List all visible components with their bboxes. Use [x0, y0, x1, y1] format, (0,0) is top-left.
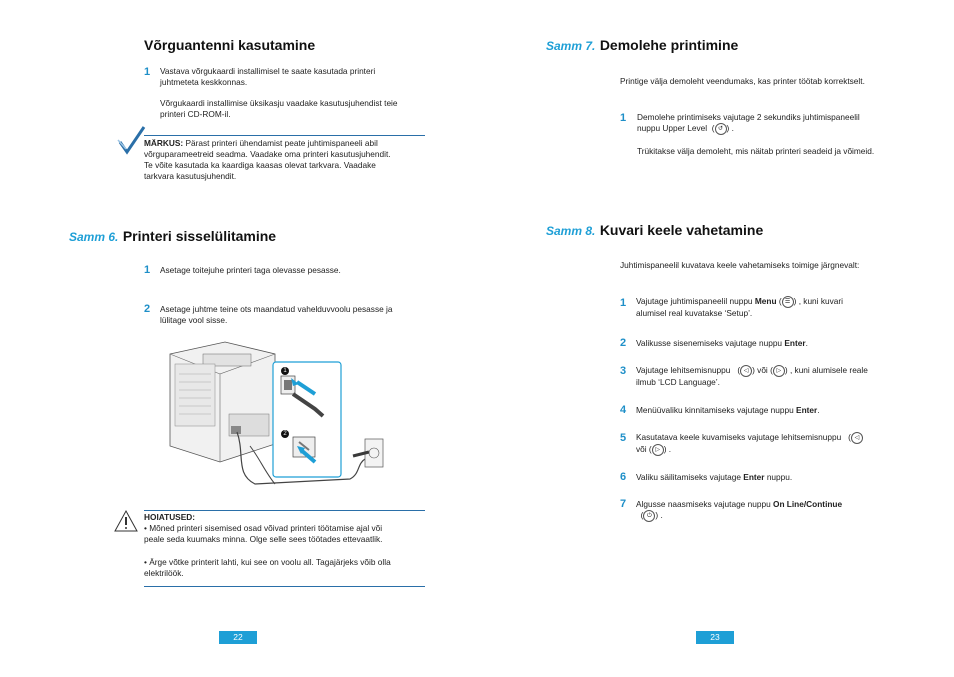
samm8-intro: Juhtimispaneelil kuvatava keele vahetamiseks toimige järgnevalt: — [620, 260, 860, 270]
note-block: MÄRKUS: Pärast printeri ühendamist peate juhtimispaneeli abil võrguparameetreid seadma. Vaadake oma printeri kasutusjuhendit. Te võite kasutada ka kaardiga kaasas olevat tarkvara. Vaadake tarkvara kasutusjuhendit. — [144, 138, 391, 181]
samm7-step-1: Demolehe printimiseks vajutage 2 sekundiks juhtimispaneelil nuppu Upper Level ( ↺ ) . — [637, 112, 860, 134]
callout-1: 1 — [281, 367, 289, 375]
step-number: 1 — [620, 112, 627, 124]
printer-illustration — [165, 334, 390, 494]
samm6-heading: Samm 6. Printeri sisselülitamine — [69, 228, 277, 244]
samm8-step-6: Valiku säilitamiseks vajutage Enter nuppu. — [636, 472, 793, 482]
warning-block: HOIATUSED: • Mõned printeri sisemised osad võivad printeri töötamise ajal või peale seda kuumaks minna. Olge selle sees töötades ettevaatlik. • Ärge võtke printerit lahti, kui see on voolu all. Tagajärjeks võib olla elektrilöök. — [144, 512, 391, 578]
samm8-step-3: Vajutage lehitsemisnuppu ( ◁ ) või ( ▷ ) , kuni alumisele reale ilmub ‘LCD Language’. — [636, 365, 868, 387]
step-number: 2 — [144, 303, 151, 315]
network-antenna-title: Võrguantenni kasutamine — [144, 37, 316, 53]
menu-button-icon: ☰ — [782, 296, 794, 308]
step-number: 1 — [144, 66, 151, 78]
samm7-heading: Samm 7. Demolehe printimine — [546, 37, 739, 53]
scroll-right-button-icon: ▷ — [652, 444, 664, 456]
note-rule — [144, 135, 425, 136]
step-number: 7 — [620, 498, 627, 510]
scroll-left-button-icon: ◁ — [851, 432, 863, 444]
upper-level-button-icon: ↺ — [715, 123, 727, 135]
scroll-right-button-icon: ▷ — [773, 365, 785, 377]
checkmark-note-icon — [116, 124, 146, 156]
step-number: 2 — [620, 337, 627, 349]
page-number-left: 22 — [219, 631, 257, 644]
network-paragraph-2: Võrgukaardi installimise üksikasju vaadake kasutusjuhendist teie printeri CD-ROM-il. — [160, 98, 398, 119]
step6-text-1: Asetage toitejuhe printeri taga olevasse pesasse. — [160, 265, 341, 275]
step-number: 6 — [620, 471, 627, 483]
samm8-step-4: Menüüvaliku kinnitamiseks vajutage nuppu Enter. — [636, 405, 820, 415]
samm8-step-7: Algusse naasmiseks vajutage nuppu On Line/Continue ( ⏻ ) . — [636, 499, 843, 521]
online-continue-button-icon: ⏻ — [643, 510, 655, 522]
page-number-right: 23 — [696, 631, 734, 644]
step-number: 1 — [620, 297, 627, 309]
samm8-step-2: Valikusse sisenemiseks vajutage nuppu Enter. — [636, 338, 808, 348]
samm8-step-1: Vajutage juhtimispaneelil nuppu Menu ( ☰ ) , kuni kuvari alumisel real kuvatakse ‘Setup’. — [636, 296, 843, 318]
network-paragraph-1: Vastava võrgukaardi installimisel te saate kasutada printeri juhtmeteta keskkonnas. — [160, 66, 376, 87]
step-number: 1 — [144, 264, 151, 276]
scroll-left-button-icon: ◁ — [740, 365, 752, 377]
warning-icon — [113, 509, 139, 533]
samm8-heading: Samm 8. Kuvari keele vahetamine — [546, 222, 764, 238]
samm7-result: Trükitakse välja demoleht, mis näitab printeri seadeid ja võimeid. — [637, 146, 875, 156]
samm8-step-5: Kasutatava keele kuvamiseks vajutage lehitsemisnuppu ( ◁ või ( ▷ ) . — [636, 432, 863, 456]
warning-rule-bottom — [144, 586, 425, 587]
step-number: 3 — [620, 365, 627, 377]
step-number: 4 — [620, 404, 627, 416]
callout-2: 2 — [281, 430, 289, 438]
samm7-intro: Printige välja demoleht veendumaks, kas printer töötab korrektselt. — [620, 76, 865, 86]
step6-text-2: Asetage juhtme teine ots maandatud vahelduvvoolu pesasse ja lülitage vool sisse. — [160, 304, 393, 325]
warning-rule-top — [144, 510, 425, 511]
step-number: 5 — [620, 432, 627, 444]
